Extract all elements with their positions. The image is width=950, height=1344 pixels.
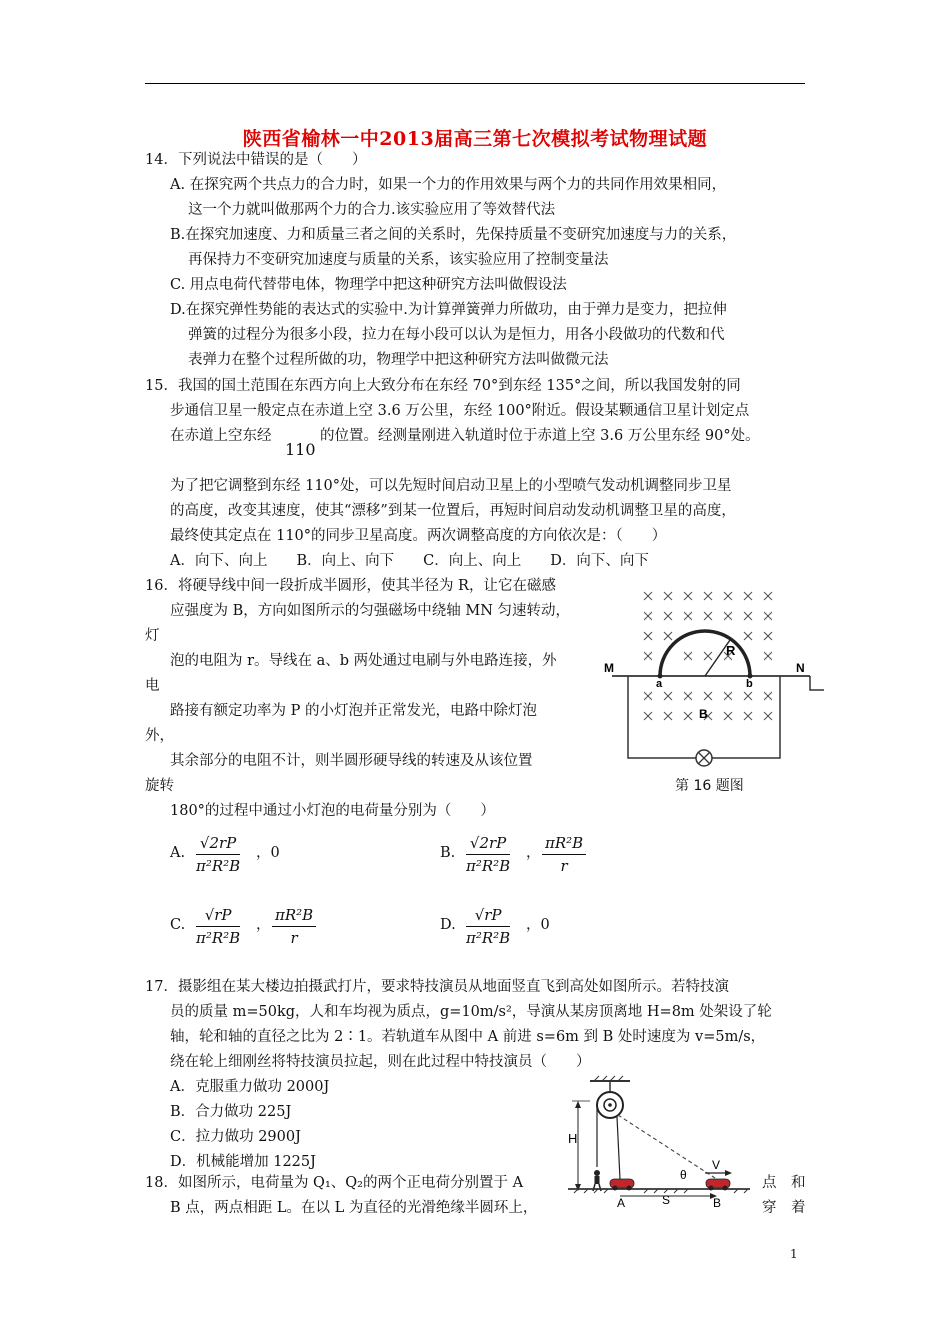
q17-stunt-pulley-figure — [560, 1075, 755, 1210]
q16-line3-wrap: 电 — [145, 678, 160, 694]
q14-option-a: A. 在探究两个共点力的合力时，如果一个力的作用效果与两个力的共同作用效果相同， — [170, 177, 727, 193]
label-a: A — [617, 1196, 626, 1210]
q16-magnetic-field-figure — [600, 580, 840, 780]
q15-options: A．向下、向上 B．向上、向下 C．向上、向上 D．向下、向下 — [170, 553, 649, 569]
q16-option-a-fraction — [196, 834, 240, 875]
q18-line2: B 点，两点相距 L。在以 L 为直径的光滑绝缘半圆环上， — [170, 1200, 538, 1216]
q15-line2: 步通信卫星一般定点在赤道上空 3.6 万公里，东经 100°附近。假设某颗通信卫星计划定点 — [170, 403, 750, 419]
q15-line5: 的高度，改变其速度，使其“漂移”到某一位置后，再短时间启动发动机调整卫星的高度， — [170, 503, 736, 519]
fraction-numerator: √2rP — [196, 834, 240, 855]
q16-option-b-charge — [542, 834, 586, 875]
q16-option-d-charge: ，0 — [526, 917, 550, 933]
fraction-numerator: πR²B — [272, 906, 316, 927]
fraction-denominator: r — [290, 929, 298, 947]
q18-line1: 18．如图所示，电荷量为 Q₁、Q₂的两个正电荷分别置于 A — [145, 1175, 524, 1191]
q14-option-d: D.在探究弹性势能的表达式的实验中.为计算弹簧弹力所做功，由于弹力是变力，把拉伸 — [170, 302, 727, 318]
page-title: 陕西省榆林一中2013届高三第七次模拟考试物理试题 — [242, 128, 708, 150]
q18-line1-end: 点 和 — [762, 1175, 806, 1191]
q15-line1: 15．我国的国土范围在东西方向上大致分布在东经 70°到东经 135°之间，所以我国发射的同 — [145, 378, 741, 394]
q16-option-a-label: A. — [170, 845, 186, 861]
q16-option-c-sep: ， — [256, 917, 271, 933]
q16-line4-wrap: 外， — [145, 728, 174, 744]
fraction-denominator: π²R²B — [466, 929, 511, 947]
q14-option-c: C. 用点电荷代替带电体，物理学中把这种研究方法叫做假设法 — [170, 277, 567, 293]
fraction-numerator: √rP — [196, 906, 240, 927]
stunt-actor-icon — [593, 1170, 601, 1191]
q16-line3: 泡的电阻为 r。导线在 a、b 两处通过电刷与外电路连接，外 — [170, 653, 557, 669]
label-theta: θ — [680, 1168, 687, 1182]
q16-line5-wrap: 旋转 — [145, 778, 174, 794]
q16-line1: 16．将硬导线中间一段折成半圆形，使其半径为 R，让它在磁感 — [145, 578, 556, 594]
q16-line5: 其余部分的电阻不计，则半圆形硬导线的转速及从该位置 — [170, 753, 533, 769]
label-a: a — [656, 678, 663, 690]
q16-line4: 路接有额定功率为 P 的小灯泡并正常发光，电路中除灯泡 — [170, 703, 537, 719]
fraction-denominator: π²R²B — [466, 857, 511, 875]
header-rule — [145, 83, 805, 84]
label-n: N — [796, 661, 805, 675]
label-h: H — [568, 1131, 578, 1146]
q15-line3a: 在赤道上空东经 — [170, 428, 272, 444]
crank-handle — [810, 676, 824, 690]
fraction-denominator: π²R²B — [196, 929, 241, 947]
label-v: V — [712, 1158, 721, 1172]
q16-option-b-label: B. — [440, 845, 456, 861]
q16-option-a-charge: ，0 — [256, 845, 280, 861]
fraction-numerator: πR²B — [542, 834, 586, 855]
q17-option-d: D．机械能增加 1225J — [170, 1154, 316, 1170]
pulley-wheel-icon — [597, 1092, 623, 1118]
fraction-denominator: r — [560, 857, 568, 875]
q16-line2: 应强度为 B，方向如图所示的匀强磁场中绕轴 MN 匀速转动， — [170, 603, 571, 619]
q14-option-b: B.在探究加速度、力和质量三者之间的关系时，先保持质量不变研究加速度与力的关系， — [170, 227, 737, 243]
q17-line1: 17．摄影组在某大楼边拍摄武打片，要求特技演员从地面竖直飞到高处如图所示。若特技演 — [145, 979, 729, 995]
q14-option-b-cont: 再保持力不变研究加速度与质量的关系，该实验应用了控制变量法 — [188, 252, 609, 268]
page-number: 1 — [790, 1247, 798, 1261]
q16-option-c-fraction — [196, 906, 240, 947]
q14-stem: 14．下列说法中错误的是（ ） — [145, 152, 367, 168]
label-s: S — [662, 1193, 671, 1207]
q15-longitude-110: 110 — [285, 440, 316, 459]
label-b: B — [713, 1196, 722, 1210]
q16-option-d-label: D. — [440, 917, 456, 933]
q18-line2-end: 穿 着 — [762, 1200, 806, 1216]
q14-option-d-cont1: 弹簧的过程分为很多小段，拉力在每小段可以认为是恒力，用各小段做功的代数和代 — [188, 327, 725, 343]
label-r: R — [726, 643, 736, 658]
fraction-denominator: π²R²B — [196, 857, 241, 875]
q16-option-b-sep: ， — [526, 845, 541, 861]
q16-option-c-charge — [272, 906, 316, 947]
q16-figure-caption: 第 16 题图 — [675, 778, 744, 794]
label-b: b — [746, 678, 753, 690]
q15-line4: 为了把它调整到东经 110°处，可以先短时间启动卫星上的小型喷气发动机调整同步卫星 — [170, 478, 732, 494]
fraction-numerator: √2rP — [466, 834, 510, 855]
q15-line3b: 的位置。经测量刚进入轨道时位于赤道上空 3.6 万公里东经 90°处。 — [320, 428, 760, 444]
q16-line2-wrap: 灯 — [145, 628, 160, 644]
label-m: M — [604, 661, 614, 675]
q17-line4: 绕在轮上细刚丝将特技演员拉起，则在此过程中特技演员（ ） — [170, 1054, 591, 1070]
label-field-b: B — [699, 707, 708, 721]
q16-option-c-label: C. — [170, 917, 186, 933]
q17-line3: 轴，轮和轴的直径之比为 2∶1。若轨道车从图中 A 前进 s=6m 到 B 处时速度为 v=5m/s， — [170, 1029, 766, 1045]
bulb-icon — [696, 750, 712, 766]
q14-option-a-cont: 这一个力就叫做那两个力的合力.该实验应用了等效替代法 — [188, 202, 556, 218]
q17-option-c: C．拉力做功 2900J — [170, 1129, 301, 1145]
fraction-numerator: √rP — [466, 906, 510, 927]
q14-option-d-cont2: 表弹力在整个过程所做的功，物理学中把这种研究方法叫做微元法 — [188, 352, 609, 368]
q16-line6: 180°的过程中通过小灯泡的电荷量分别为（ ） — [170, 803, 495, 819]
q15-line6: 最终使其定点在 110°的同步卫星高度。两次调整高度的方向依次是：（ ） — [170, 528, 667, 544]
q17-option-a: A．克服重力做功 2000J — [170, 1079, 330, 1095]
q17-option-b: B．合力做功 225J — [170, 1104, 292, 1120]
q16-option-b-fraction — [466, 834, 510, 875]
q17-line2: 员的质量 m=50kg，人和车均视为质点，g=10m/s²，导演从某房顶离地 H=8m 处架设了轮 — [170, 1004, 772, 1020]
q16-option-d-fraction — [466, 906, 510, 947]
